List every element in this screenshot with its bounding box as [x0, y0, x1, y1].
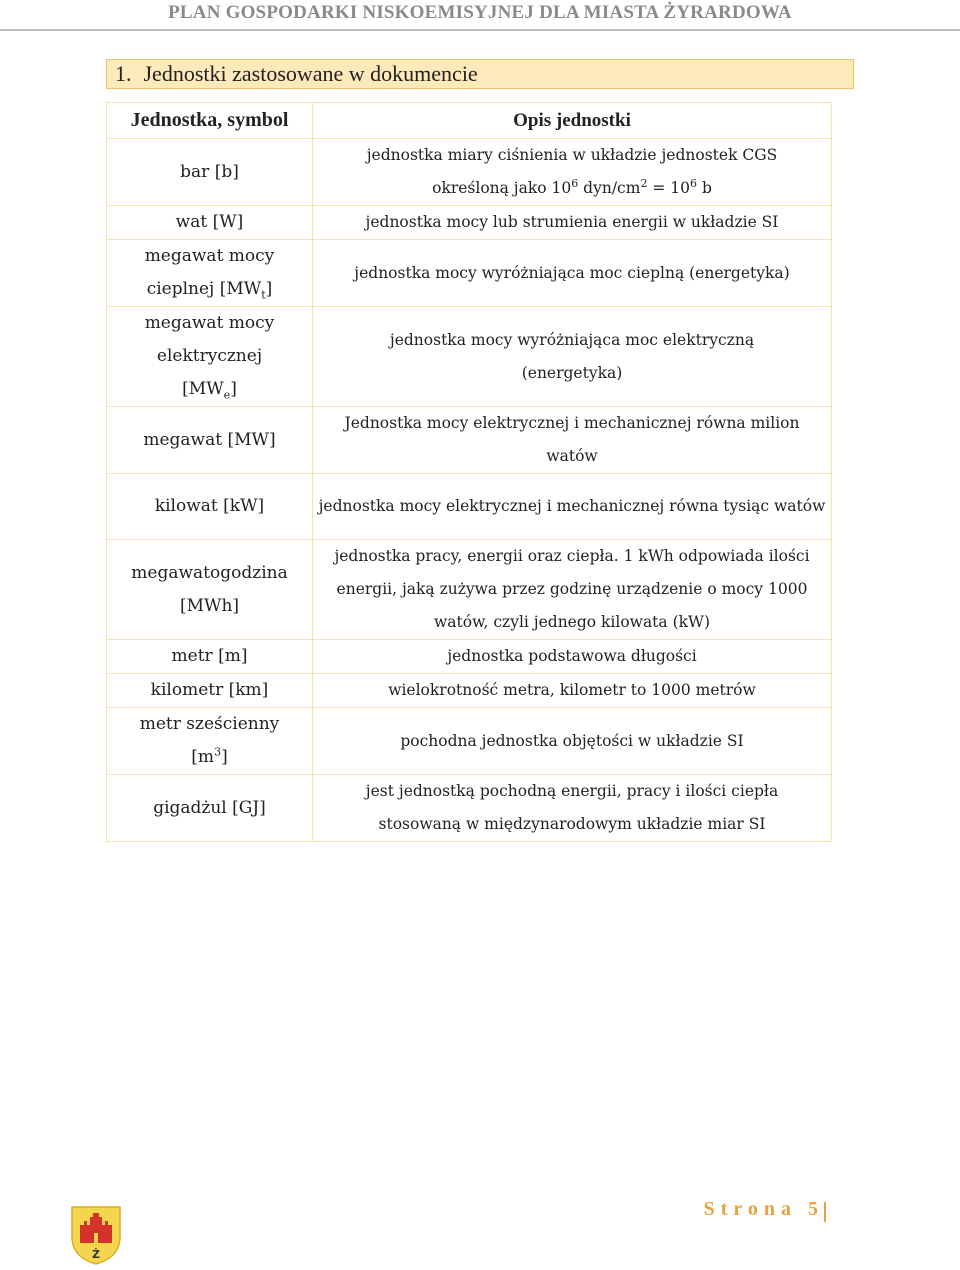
- description-line: jednostka miary ciśnienia w układzie jednostek CGS: [366, 146, 778, 164]
- column-header-description: Opis jednostki: [313, 103, 832, 139]
- unit-symbol: megawat [MW]: [107, 407, 313, 474]
- unit-description: pochodna jednostka objętości w układzie SI: [313, 708, 832, 775]
- unit-symbol: megawatogodzina [MWh]: [107, 540, 313, 640]
- units-table: [106, 102, 832, 842]
- unit-description: jednostka mocy wyróżniająca moc elektryczną (energetyka): [313, 307, 832, 407]
- section-number: 1.: [115, 61, 132, 86]
- page-number: Strona 5: [703, 1198, 824, 1220]
- unit-symbol: kilowat [kW]: [107, 474, 313, 540]
- column-header-symbol: Jednostka, symbol: [107, 103, 313, 139]
- footer-divider: [824, 1202, 826, 1222]
- table-header-row: [107, 103, 832, 139]
- unit-description: jednostka podstawowa długości: [313, 640, 832, 674]
- unit-symbol: metr [m]: [107, 640, 313, 674]
- table-row: [107, 775, 832, 842]
- unit-description: jednostka mocy elektrycznej i mechanicznej równa tysiąc watów: [313, 474, 832, 540]
- unit-description: [313, 139, 832, 206]
- unit-description: Jednostka mocy elektrycznej i mechanicznej równa milion watów: [313, 407, 832, 474]
- unit-description: jednostka mocy lub strumienia energii w układzie SI: [313, 206, 832, 240]
- table-row: [107, 307, 832, 407]
- table-row: [107, 674, 832, 708]
- table-row: [107, 640, 832, 674]
- table-row: [107, 540, 832, 640]
- crest-letter: Ż: [92, 1248, 100, 1261]
- unit-description: jednostka mocy wyróżniająca moc cieplną (energetyka): [313, 240, 832, 307]
- header-divider: [0, 29, 960, 31]
- description-line: określoną jako $10^6$ dyn/$cm^2 = 10^6$ b: [432, 176, 712, 197]
- unit-symbol: megawat mocy elektrycznej $[MW_e]$: [107, 307, 313, 407]
- unit-symbol: megawat mocy cieplnej $[MW_t]$: [107, 240, 313, 307]
- unit-description: jest jednostką pochodną energii, pracy i ilości ciepła stosowaną w międzynarodowym układzie miar SI: [313, 775, 832, 842]
- table-row: [107, 708, 832, 775]
- unit-description: jednostka pracy, energii oraz ciepła. 1 kWh odpowiada ilości energii, jaką zużywa przez godzinę urządzenie o mocy 1000 watów, czyli jednego kilowata (kW): [313, 540, 832, 640]
- section-heading: [106, 59, 854, 89]
- document-header-title: PLAN GOSPODARKI NISKOEMISYJNEJ DLA MIASTA ŻYRARDOWA: [168, 2, 792, 23]
- unit-description: wielokrotność metra, kilometr to 1000 metrów: [313, 674, 832, 708]
- table-row: [107, 206, 832, 240]
- table-row: [107, 139, 832, 206]
- unit-symbol: kilometr [km]: [107, 674, 313, 708]
- unit-symbol: bar [b]: [107, 139, 313, 206]
- unit-symbol: gigadżul [GJ]: [107, 775, 313, 842]
- section-title: Jednostki zastosowane w dokumencie: [143, 61, 478, 86]
- unit-symbol: metr sześcienny $[m^3]$: [107, 708, 313, 775]
- city-crest-icon: [70, 1203, 122, 1265]
- table-row: [107, 240, 832, 307]
- unit-symbol: wat [W]: [107, 206, 313, 240]
- table-row: [107, 407, 832, 474]
- table-row: [107, 474, 832, 540]
